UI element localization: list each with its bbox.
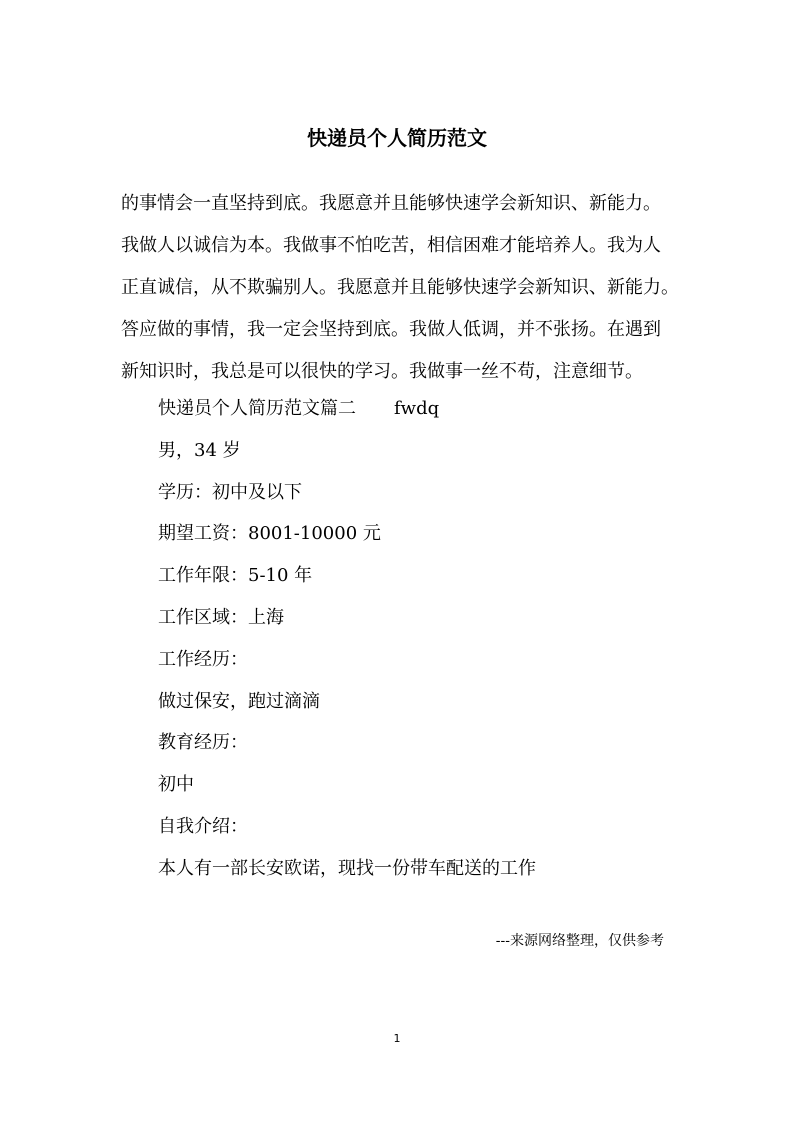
paragraph-line: 的事情会一直坚持到底。我愿意并且能够快速学会新知识、新能力。 <box>121 193 661 214</box>
section-heading: 快递员个人简历范文篇二 <box>158 398 356 419</box>
resume-item-education-history-label: 教育经历： <box>158 732 248 754</box>
resume-item-gender-age: 男，34 岁 <box>158 439 241 461</box>
paragraph-line: 正直诚信，从不欺骗别人。我愿意并且能够快速学会新知识、新能力。 <box>121 277 679 298</box>
section-tag: fwdq <box>394 398 440 419</box>
resume-item-work-history: 做过保安，跑过滴滴 <box>158 690 320 712</box>
resume-item-years: 工作年限：5-10 年 <box>158 565 313 587</box>
resume-item-area: 工作区域：上海 <box>158 606 284 628</box>
paragraph-line: 我做人以诚信为本。我做事不怕吃苦，相信困难才能培养人。我为人 <box>121 235 661 256</box>
resume-item-education: 学历：初中及以下 <box>158 481 302 503</box>
paragraph-line: 新知识时，我总是可以很快的学习。我做事一丝不苟，注意细节。 <box>121 361 643 382</box>
section-heading-line <box>158 388 718 430</box>
paragraph-line: 答应做的事情，我一定会坚持到底。我做人低调，并不张扬。在遇到 <box>121 319 661 340</box>
resume-item-education-history: 初中 <box>158 774 194 796</box>
resume-item-salary: 期望工资：8001-10000 元 <box>158 523 381 545</box>
resume-item-self-intro: 本人有一部长安欧诺，现找一份带车配送的工作 <box>158 857 536 879</box>
document-title: 快递员个人简历范文 <box>307 126 487 150</box>
source-note: ---来源网络整理，仅供参考 <box>495 933 664 949</box>
intro-paragraph <box>121 183 701 393</box>
resume-item-work-history-label: 工作经历： <box>158 648 248 670</box>
resume-items <box>158 388 718 890</box>
page-number: 1 <box>393 1032 401 1045</box>
resume-item-self-intro-label: 自我介绍： <box>158 815 248 837</box>
